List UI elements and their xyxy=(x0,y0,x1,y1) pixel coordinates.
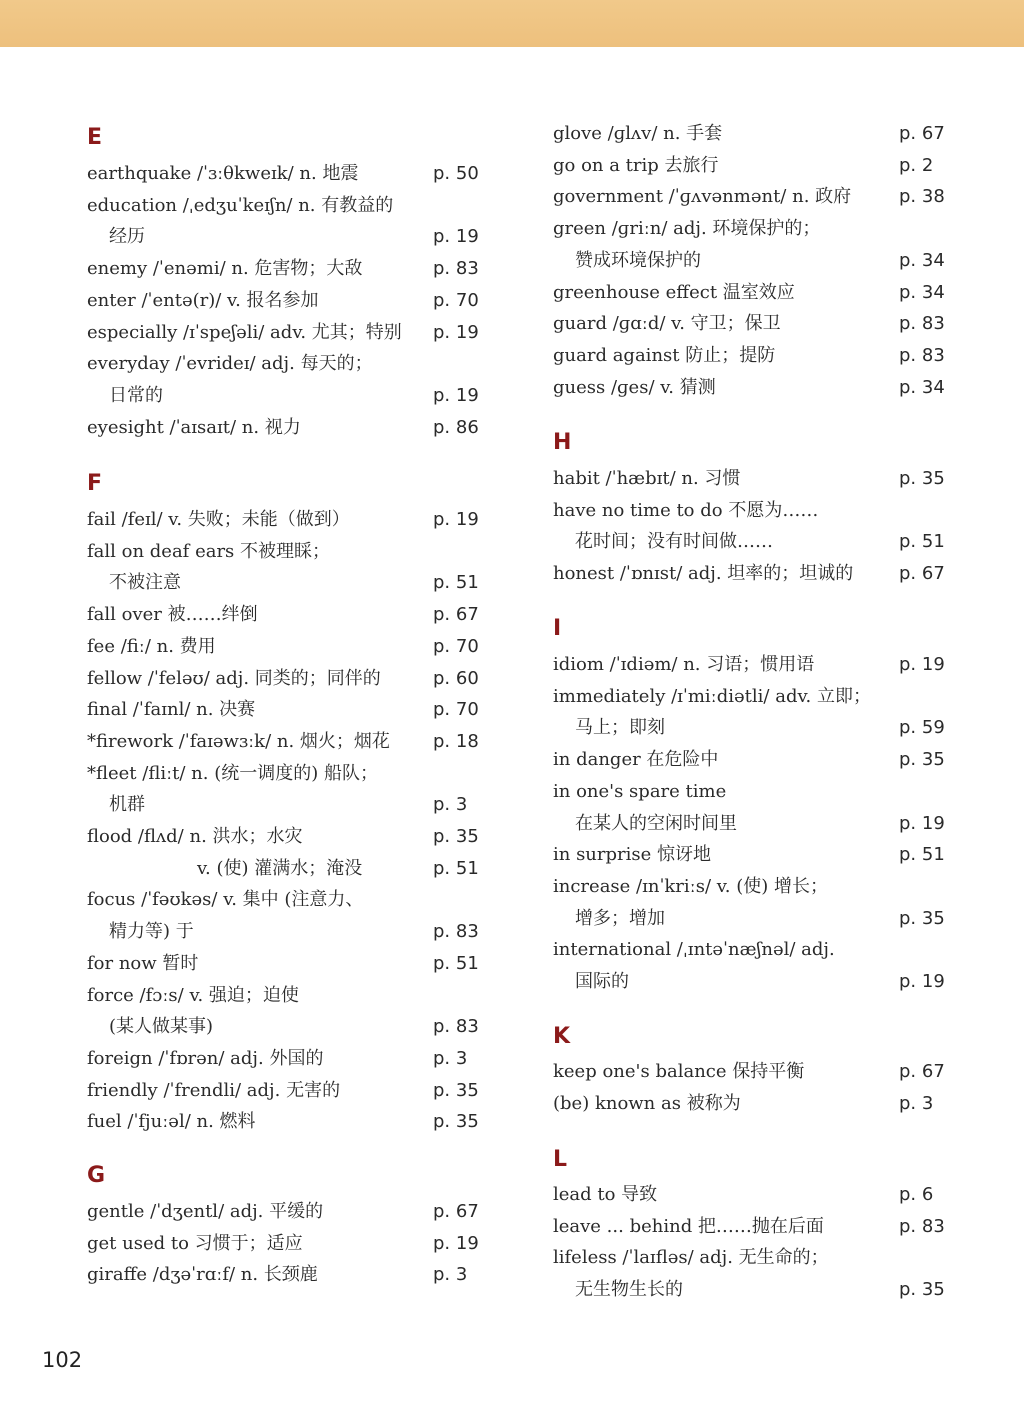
glossary-entry xyxy=(87,350,487,378)
glossary-entry xyxy=(553,279,953,307)
entry-page-ref: p. 34 xyxy=(899,282,945,303)
glossary-entry-continuation xyxy=(553,905,953,933)
glossary-entry xyxy=(87,1230,487,1258)
entry-text: for now 暂时 xyxy=(87,953,199,974)
glossary-entry xyxy=(87,601,487,629)
entry-text: 机群 xyxy=(109,794,145,815)
section-letter-f: F xyxy=(87,471,103,496)
glossary-entry xyxy=(87,633,487,661)
entry-page-ref: p. 3 xyxy=(433,794,468,815)
glossary-entry xyxy=(87,1198,487,1226)
glossary-entry xyxy=(553,1213,953,1241)
glossary-entry xyxy=(553,342,953,370)
entry-page-ref: p. 51 xyxy=(433,858,479,879)
glossary-entry xyxy=(87,760,487,788)
glossary-entry xyxy=(553,310,953,338)
entry-page-ref: p. 19 xyxy=(433,509,479,530)
entry-text: guard against 防止；提防 xyxy=(553,345,776,366)
glossary-entry xyxy=(87,982,487,1010)
entry-text: increase /ɪnˈkriːs/ v. (使) 增长； xyxy=(553,876,828,897)
entry-page-ref: p. 19 xyxy=(433,322,479,343)
glossary-entry xyxy=(87,823,487,851)
entry-text: eyesight /ˈaɪsaɪt/ n. 视力 xyxy=(87,417,301,438)
entry-text: go on a trip 去旅行 xyxy=(553,155,719,176)
entry-text: idiom /ˈɪdiəm/ n. 习语；惯用语 xyxy=(553,654,815,675)
entry-page-ref: p. 2 xyxy=(899,155,934,176)
section-letter-g: G xyxy=(87,1163,106,1188)
entry-text: fellow /ˈfeləʊ/ adj. 同类的；同伴的 xyxy=(87,668,381,689)
entry-text: enter /ˈentə(r)/ v. 报名参加 xyxy=(87,290,319,311)
glossary-entry xyxy=(553,152,953,180)
entry-text: (be) known as 被称为 xyxy=(553,1093,741,1114)
entry-page-ref: p. 83 xyxy=(899,313,945,334)
entry-text: keep one's balance 保持平衡 xyxy=(553,1061,805,1082)
entry-text: government /ˈɡʌvənmənt/ n. 政府 xyxy=(553,186,852,207)
glossary-entry xyxy=(87,160,487,188)
entry-text: v. (使) 灌满水；淹没 xyxy=(197,858,363,879)
entry-text: lead to 导致 xyxy=(553,1184,658,1205)
page-number: 102 xyxy=(42,1348,83,1372)
glossary-entry-continuation xyxy=(87,1013,487,1041)
entry-text: final /ˈfaɪnl/ n. 决赛 xyxy=(87,699,256,720)
glossary-entry xyxy=(553,497,953,525)
entry-text: fall over 被……绊倒 xyxy=(87,604,258,625)
entry-text: 精力等) 于 xyxy=(109,921,194,942)
entry-text: education /ˌedʒuˈkeɪʃn/ n. 有教益的 xyxy=(87,195,394,216)
entry-page-ref: p. 35 xyxy=(433,826,479,847)
entry-page-ref: p. 18 xyxy=(433,731,479,752)
glossary-entry xyxy=(553,873,953,901)
entry-text: 在某人的空闲时间里 xyxy=(575,813,737,834)
entry-page-ref: p. 83 xyxy=(899,1216,945,1237)
entry-page-ref: p. 51 xyxy=(433,953,479,974)
glossary-entry xyxy=(87,1045,487,1073)
entry-text: gentle /ˈdʒentl/ adj. 平缓的 xyxy=(87,1201,324,1222)
entry-text: 不被注意 xyxy=(109,572,181,593)
glossary-entry-continuation xyxy=(87,382,487,410)
entry-page-ref: p. 35 xyxy=(433,1080,479,1101)
entry-text: giraffe /dʒəˈrɑːf/ n. 长颈鹿 xyxy=(87,1264,318,1285)
glossary-entry xyxy=(553,120,953,148)
entry-text: foreign /ˈfɒrən/ adj. 外国的 xyxy=(87,1048,324,1069)
entry-page-ref: p. 35 xyxy=(433,1111,479,1132)
entry-text: greenhouse effect 温室效应 xyxy=(553,282,795,303)
entry-text: honest /ˈɒnɪst/ adj. 坦率的；坦诚的 xyxy=(553,563,854,584)
section-letter-e: E xyxy=(87,125,103,150)
entry-text: 赞成环境保护的 xyxy=(575,250,701,271)
glossary-entry xyxy=(87,886,487,914)
entry-page-ref: p. 83 xyxy=(899,345,945,366)
entry-text: fee /fiː/ n. 费用 xyxy=(87,636,216,657)
entry-page-ref: p. 3 xyxy=(433,1048,468,1069)
glossary-entry xyxy=(553,651,953,679)
glossary-entry xyxy=(87,1108,487,1136)
entry-text: everyday /ˈevrideɪ/ adj. 每天的； xyxy=(87,353,373,374)
entry-page-ref: p. 70 xyxy=(433,636,479,657)
glossary-entry-continuation xyxy=(553,810,953,838)
entry-page-ref: p. 34 xyxy=(899,377,945,398)
entry-page-ref: p. 51 xyxy=(433,572,479,593)
entry-text: green /ɡriːn/ adj. 环境保护的； xyxy=(553,218,821,239)
glossary-entry xyxy=(553,1090,953,1118)
entry-text: leave ... behind 把……抛在后面 xyxy=(553,1216,824,1237)
entry-text: 花时间；没有时间做…… xyxy=(575,531,773,552)
entry-page-ref: p. 83 xyxy=(433,1016,479,1037)
entry-page-ref: p. 51 xyxy=(899,844,945,865)
glossary-entry xyxy=(87,665,487,693)
entry-page-ref: p. 70 xyxy=(433,290,479,311)
entry-page-ref: p. 19 xyxy=(899,971,945,992)
section-letter-k: K xyxy=(553,1024,571,1049)
entry-text: earthquake /ˈɜːθkweɪk/ n. 地震 xyxy=(87,163,359,184)
glossary-entry xyxy=(87,192,487,220)
entry-text: 日常的 xyxy=(109,385,163,406)
entry-text: friendly /ˈfrendli/ adj. 无害的 xyxy=(87,1080,341,1101)
entry-text: lifeless /ˈlaɪfləs/ adj. 无生命的； xyxy=(553,1247,829,1268)
glossary-entry xyxy=(87,1261,487,1289)
glossary-entry xyxy=(553,683,953,711)
glossary-entry xyxy=(87,728,487,756)
section-letter-h: H xyxy=(553,430,572,455)
entry-text: immediately /ɪˈmiːdiətli/ adv. 立即； xyxy=(553,686,871,707)
entry-page-ref: p. 83 xyxy=(433,921,479,942)
entry-text: especially /ɪˈspeʃəli/ adv. 尤其；特别 xyxy=(87,322,402,343)
entry-text: fuel /ˈfjuːəl/ n. 燃料 xyxy=(87,1111,256,1132)
entry-page-ref: p. 35 xyxy=(899,749,945,770)
glossary-entry-continuation xyxy=(553,1276,953,1304)
glossary-entry xyxy=(87,950,487,978)
entry-text: glove /ɡlʌv/ n. 手套 xyxy=(553,123,723,144)
glossary-entry xyxy=(87,319,487,347)
glossary-entry xyxy=(553,1244,953,1272)
glossary-entry xyxy=(553,374,953,402)
entry-text: in danger 在危险中 xyxy=(553,749,719,770)
entry-text: 增多；增加 xyxy=(575,908,665,929)
entry-page-ref: p. 35 xyxy=(899,908,945,929)
entry-page-ref: p. 19 xyxy=(899,813,945,834)
glossary-entry-continuation xyxy=(553,968,953,996)
entry-text: fail /feɪl/ v. 失败；未能（做到） xyxy=(87,509,350,530)
glossary-entry xyxy=(553,560,953,588)
glossary-entry xyxy=(87,506,487,534)
entry-page-ref: p. 3 xyxy=(899,1093,934,1114)
entry-page-ref: p. 19 xyxy=(433,385,479,406)
glossary-entry xyxy=(87,538,487,566)
entry-page-ref: p. 6 xyxy=(899,1184,934,1205)
glossary-entry-continuation xyxy=(553,247,953,275)
glossary-entry xyxy=(553,778,953,806)
entry-page-ref: p. 19 xyxy=(433,1233,479,1254)
entry-text: (某人做某事) xyxy=(109,1016,214,1037)
glossary-entry xyxy=(87,287,487,315)
entry-page-ref: p. 19 xyxy=(899,654,945,675)
entry-text: focus /ˈfəʊkəs/ v. 集中 (注意力、 xyxy=(87,889,364,910)
entry-page-ref: p. 67 xyxy=(433,604,479,625)
glossary-entry xyxy=(87,696,487,724)
glossary-entry xyxy=(553,841,953,869)
glossary-entry-continuation xyxy=(553,714,953,742)
entry-page-ref: p. 3 xyxy=(433,1264,468,1285)
entry-text: habit /ˈhæbɪt/ n. 习惯 xyxy=(553,468,741,489)
entry-page-ref: p. 67 xyxy=(899,123,945,144)
entry-page-ref: p. 60 xyxy=(433,668,479,689)
glossary-entry xyxy=(87,1077,487,1105)
glossary-entry xyxy=(553,465,953,493)
section-letter-l: L xyxy=(553,1147,568,1172)
entry-text: international /ˌɪntəˈnæʃnəl/ adj. xyxy=(553,939,835,960)
entry-page-ref: p. 59 xyxy=(899,717,945,738)
entry-page-ref: p. 35 xyxy=(899,1279,945,1300)
entry-text: flood /flʌd/ n. 洪水；水灾 xyxy=(87,826,303,847)
entry-page-ref: p. 38 xyxy=(899,186,945,207)
section-letter-i: I xyxy=(553,616,562,641)
entry-page-ref: p. 34 xyxy=(899,250,945,271)
glossary-entry-continuation xyxy=(87,223,487,251)
entry-text: fall on deaf ears 不被理睬； xyxy=(87,541,331,562)
entry-text: *fleet /fliːt/ n. (统一调度的) 船队； xyxy=(87,763,378,784)
entry-page-ref: p. 70 xyxy=(433,699,479,720)
entry-page-ref: p. 67 xyxy=(899,563,945,584)
entry-text: in one's spare time xyxy=(553,781,727,802)
entry-page-ref: p. 67 xyxy=(433,1201,479,1222)
entry-page-ref: p. 86 xyxy=(433,417,479,438)
entry-text: guess /ɡes/ v. 猜测 xyxy=(553,377,716,398)
glossary-entry-continuation xyxy=(87,791,487,819)
glossary-entry xyxy=(553,183,953,211)
glossary-entry-continuation xyxy=(87,855,487,883)
glossary-entry xyxy=(553,1058,953,1086)
entry-text: *firework /ˈfaɪəwɜːk/ n. 烟火；烟花 xyxy=(87,731,390,752)
entry-page-ref: p. 35 xyxy=(899,468,945,489)
glossary-entry xyxy=(553,1181,953,1209)
entry-text: have no time to do 不愿为…… xyxy=(553,500,819,521)
glossary-entry-continuation xyxy=(87,569,487,597)
entry-page-ref: p. 51 xyxy=(899,531,945,552)
glossary-entry xyxy=(87,255,487,283)
entry-text: 国际的 xyxy=(575,971,629,992)
entry-page-ref: p. 50 xyxy=(433,163,479,184)
entry-text: 无生物生长的 xyxy=(575,1279,683,1300)
entry-text: force /fɔːs/ v. 强迫；迫使 xyxy=(87,985,299,1006)
glossary-entry xyxy=(553,746,953,774)
entry-page-ref: p. 19 xyxy=(433,226,479,247)
entry-text: 经历 xyxy=(109,226,145,247)
glossary-entry xyxy=(553,215,953,243)
entry-text: in surprise 惊讶地 xyxy=(553,844,712,865)
entry-text: guard /ɡɑːd/ v. 守卫；保卫 xyxy=(553,313,781,334)
entry-text: 马上；即刻 xyxy=(575,717,665,738)
glossary-entry-continuation xyxy=(553,528,953,556)
entry-page-ref: p. 83 xyxy=(433,258,479,279)
glossary-entry xyxy=(87,414,487,442)
entry-text: enemy /ˈenəmi/ n. 危害物；大敌 xyxy=(87,258,363,279)
top-color-band xyxy=(0,0,1024,47)
entry-page-ref: p. 67 xyxy=(899,1061,945,1082)
glossary-entry xyxy=(553,936,953,964)
entry-text: get used to 习惯于；适应 xyxy=(87,1233,303,1254)
glossary-entry-continuation xyxy=(87,918,487,946)
